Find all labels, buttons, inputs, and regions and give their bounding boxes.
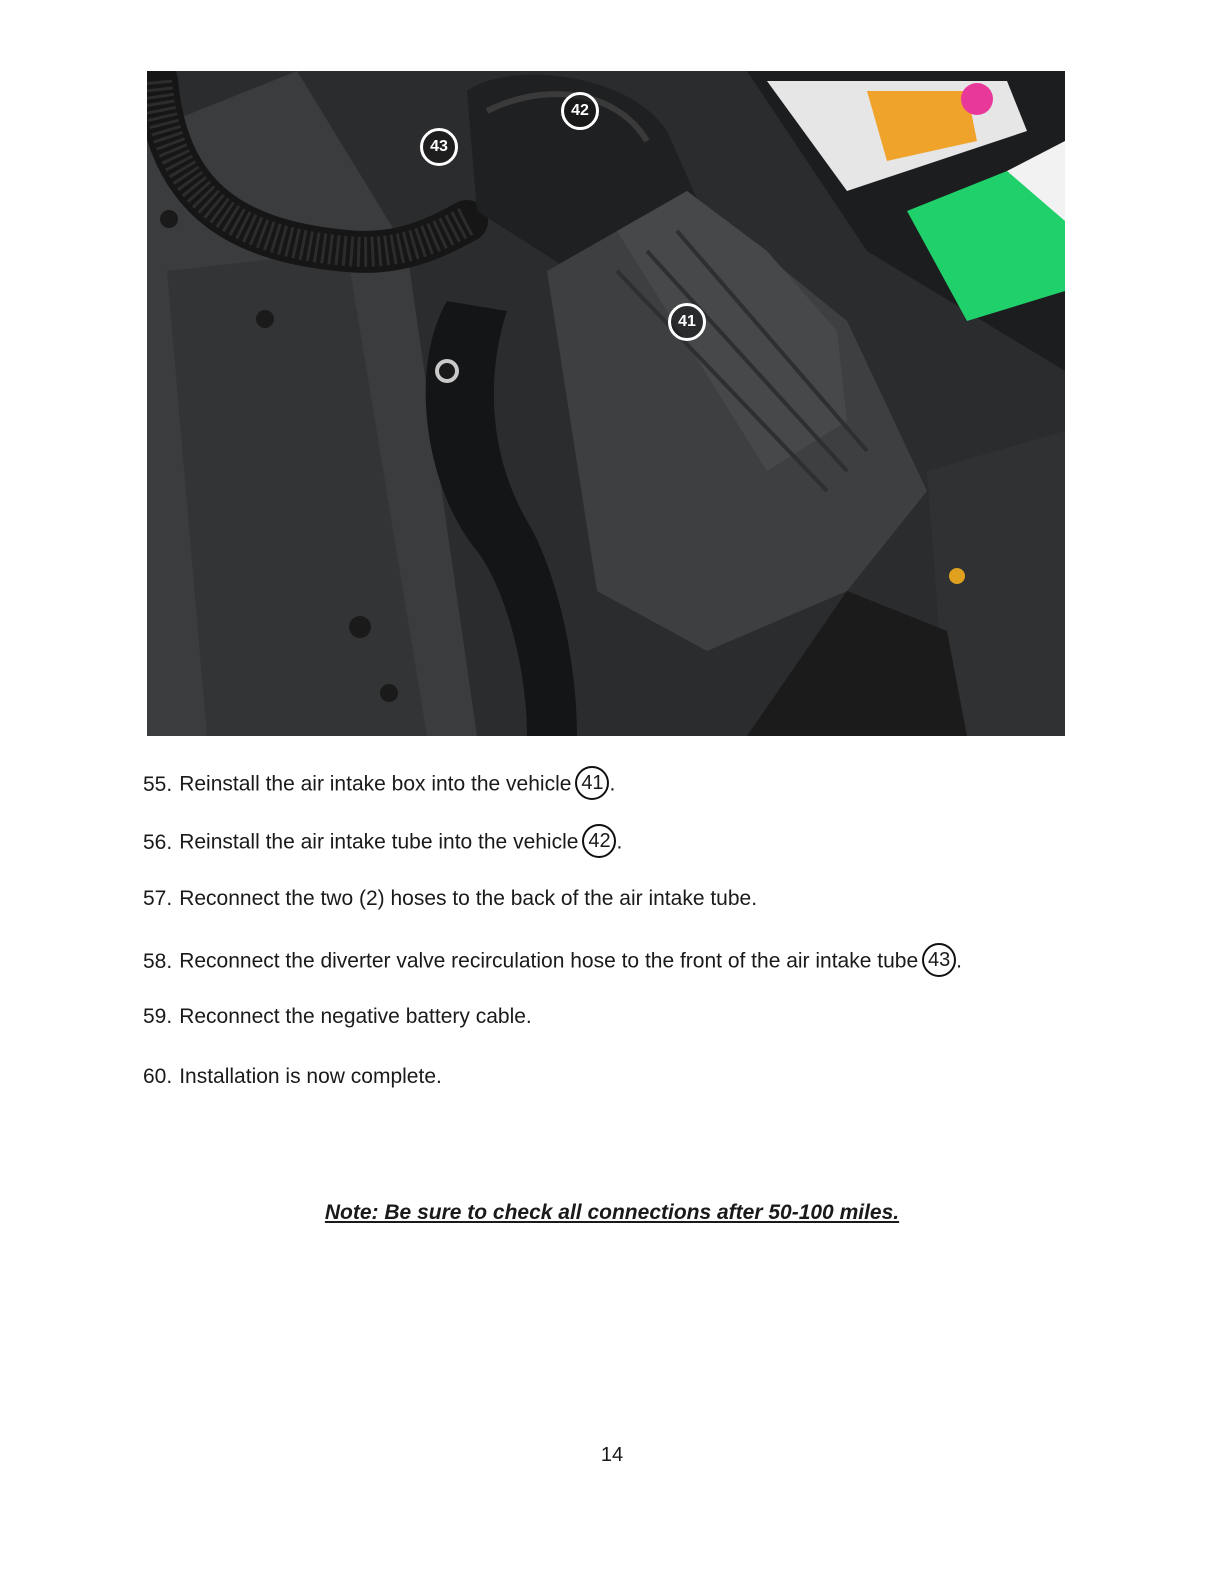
callout-ref: 43 [922,943,956,977]
callout-ref: 42 [582,824,616,858]
step-59: 59. Reconnect the negative battery cable. [143,1005,532,1028]
step-60: 60. Installation is now complete. [143,1065,442,1088]
callout-42: 42 [561,92,599,130]
step-57: 57. Reconnect the two (2) hoses to the back of the air intake tube. [143,887,758,910]
engine-bay-photo [147,71,1065,736]
step-56: 56. Reinstall the air intake tube into the vehicle 42 . [143,826,622,860]
engine-bay-illustration [147,71,1065,736]
callout-43: 43 [420,128,458,166]
note: Note: Be sure to check all connections after 50-100 miles. [324,1201,900,1224]
step-55: 55. Reinstall the air intake box into the vehicle 41 . [143,768,615,802]
callout-ref: 41 [575,766,609,800]
callout-41: 41 [668,303,706,341]
step-58: 58. Reconnect the diverter valve recirculation hose to the front of the air intake tube 43 . [143,945,962,979]
page-number: 14 [600,1444,624,1466]
